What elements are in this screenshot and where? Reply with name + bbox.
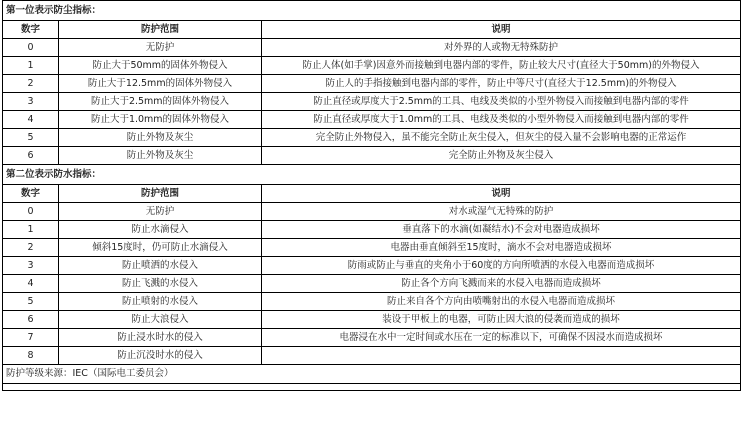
table-row [3, 347, 741, 365]
protection-description: 对水或湿气无特殊的防护 [262, 203, 741, 221]
section-title-row [3, 165, 741, 185]
protection-description: 防止来自各个方向由喷嘴射出的水侵入电器而造成损坏 [262, 293, 741, 311]
protection-scope: 防止水滴侵入 [59, 221, 262, 239]
protection-scope: 防止喷洒的水侵入 [59, 257, 262, 275]
protection-scope: 防止飞溅的水侵入 [59, 275, 262, 293]
protection-description: 对外界的人或物无特殊防护 [262, 39, 741, 57]
protection-description: 完全防止外物及灰尘侵入 [262, 147, 741, 165]
table-row [3, 257, 741, 275]
protection-description: 电器浸在水中一定时间或水压在一定的标准以下，可确保不因浸水而造成损坏 [262, 329, 741, 347]
source-note: 防护等级来源：IEC（国际电工委员会） [3, 365, 741, 384]
table-row [3, 129, 741, 147]
table-row [3, 93, 741, 111]
rating-number: 5 [3, 293, 59, 311]
column-header-scope: 防护范围 [59, 185, 262, 203]
protection-description: 防止各个方向飞溅而来的水侵入电器而造成损坏 [262, 275, 741, 293]
dust-section-title: 第一位表示防尘指标： [3, 1, 741, 21]
table-row [3, 57, 741, 75]
rating-number: 1 [3, 57, 59, 75]
protection-scope: 防止大于12.5mm的固体外物侵入 [59, 75, 262, 93]
protection-description: 装设于甲板上的电器，可防止因大浪的侵袭而造成的损坏 [262, 311, 741, 329]
protection-description [262, 347, 741, 365]
rating-number: 3 [3, 257, 59, 275]
table-row [3, 147, 741, 165]
column-header-description: 说明 [262, 185, 741, 203]
ip-rating-table [2, 0, 741, 391]
protection-scope: 防止浸水时水的侵入 [59, 329, 262, 347]
section-title-row [3, 1, 741, 21]
table-header-row [3, 185, 741, 203]
column-header-number: 数字 [3, 185, 59, 203]
rating-number: 4 [3, 275, 59, 293]
rating-number: 8 [3, 347, 59, 365]
rating-number: 3 [3, 93, 59, 111]
table-row [3, 329, 741, 347]
table-row [3, 239, 741, 257]
rating-number: 2 [3, 75, 59, 93]
protection-scope: 无防护 [59, 203, 262, 221]
table-row [3, 221, 741, 239]
protection-scope: 防止大于50mm的固体外物侵入 [59, 57, 262, 75]
rating-number: 4 [3, 111, 59, 129]
protection-scope: 无防护 [59, 39, 262, 57]
table-row [3, 275, 741, 293]
rating-number: 0 [3, 203, 59, 221]
protection-description: 防止人体(如手掌)因意外而接触到电器内部的零件，防止较大尺寸(直径大于50mm)的外物侵入 [262, 57, 741, 75]
rating-number: 1 [3, 221, 59, 239]
table-row [3, 39, 741, 57]
protection-description: 防止人的手指接触到电器内部的零件，防止中等尺寸(直径大于12.5mm)的外物侵入 [262, 75, 741, 93]
table-row [3, 293, 741, 311]
column-header-scope: 防护范围 [59, 21, 262, 39]
table-row [3, 111, 741, 129]
footer-row [3, 365, 741, 384]
protection-scope: 防止喷射的水侵入 [59, 293, 262, 311]
protection-scope: 防止大于1.0mm的固体外物侵入 [59, 111, 262, 129]
protection-scope: 倾斜15度时，仍可防止水滴侵入 [59, 239, 262, 257]
protection-scope: 防止外物及灰尘 [59, 147, 262, 165]
table-header-row [3, 21, 741, 39]
protection-description: 防雨或防止与垂直的夹角小于60度的方向所喷洒的水侵入电器而造成损坏 [262, 257, 741, 275]
ip-rating-table-container [2, 0, 740, 391]
table-row [3, 311, 741, 329]
protection-description: 完全防止外物侵入，虽不能完全防止灰尘侵入，但灰尘的侵入量不会影响电器的正常运作 [262, 129, 741, 147]
rating-number: 2 [3, 239, 59, 257]
protection-description: 防止直径或厚度大于1.0mm的工具、电线及类似的小型外物侵入而接触到电器内部的零件 [262, 111, 741, 129]
protection-scope: 防止沉没时水的侵入 [59, 347, 262, 365]
protection-scope: 防止大于2.5mm的固体外物侵入 [59, 93, 262, 111]
table-row [3, 75, 741, 93]
column-header-number: 数字 [3, 21, 59, 39]
protection-description: 防止直径或厚度大于2.5mm的工具、电线及类似的小型外物侵入而接触到电器内部的零件 [262, 93, 741, 111]
protection-description: 电器由垂直倾斜至15度时，滴水不会对电器造成损坏 [262, 239, 741, 257]
protection-scope: 防止外物及灰尘 [59, 129, 262, 147]
rating-number: 5 [3, 129, 59, 147]
rating-number: 0 [3, 39, 59, 57]
blank-cell [3, 384, 741, 391]
blank-row [3, 384, 741, 391]
protection-description: 垂直落下的水滴(如凝结水)不会对电器造成损坏 [262, 221, 741, 239]
protection-scope: 防止大浪侵入 [59, 311, 262, 329]
rating-number: 7 [3, 329, 59, 347]
rating-number: 6 [3, 311, 59, 329]
table-row [3, 203, 741, 221]
column-header-description: 说明 [262, 21, 741, 39]
rating-number: 6 [3, 147, 59, 165]
water-section-title: 第二位表示防水指标： [3, 165, 741, 185]
